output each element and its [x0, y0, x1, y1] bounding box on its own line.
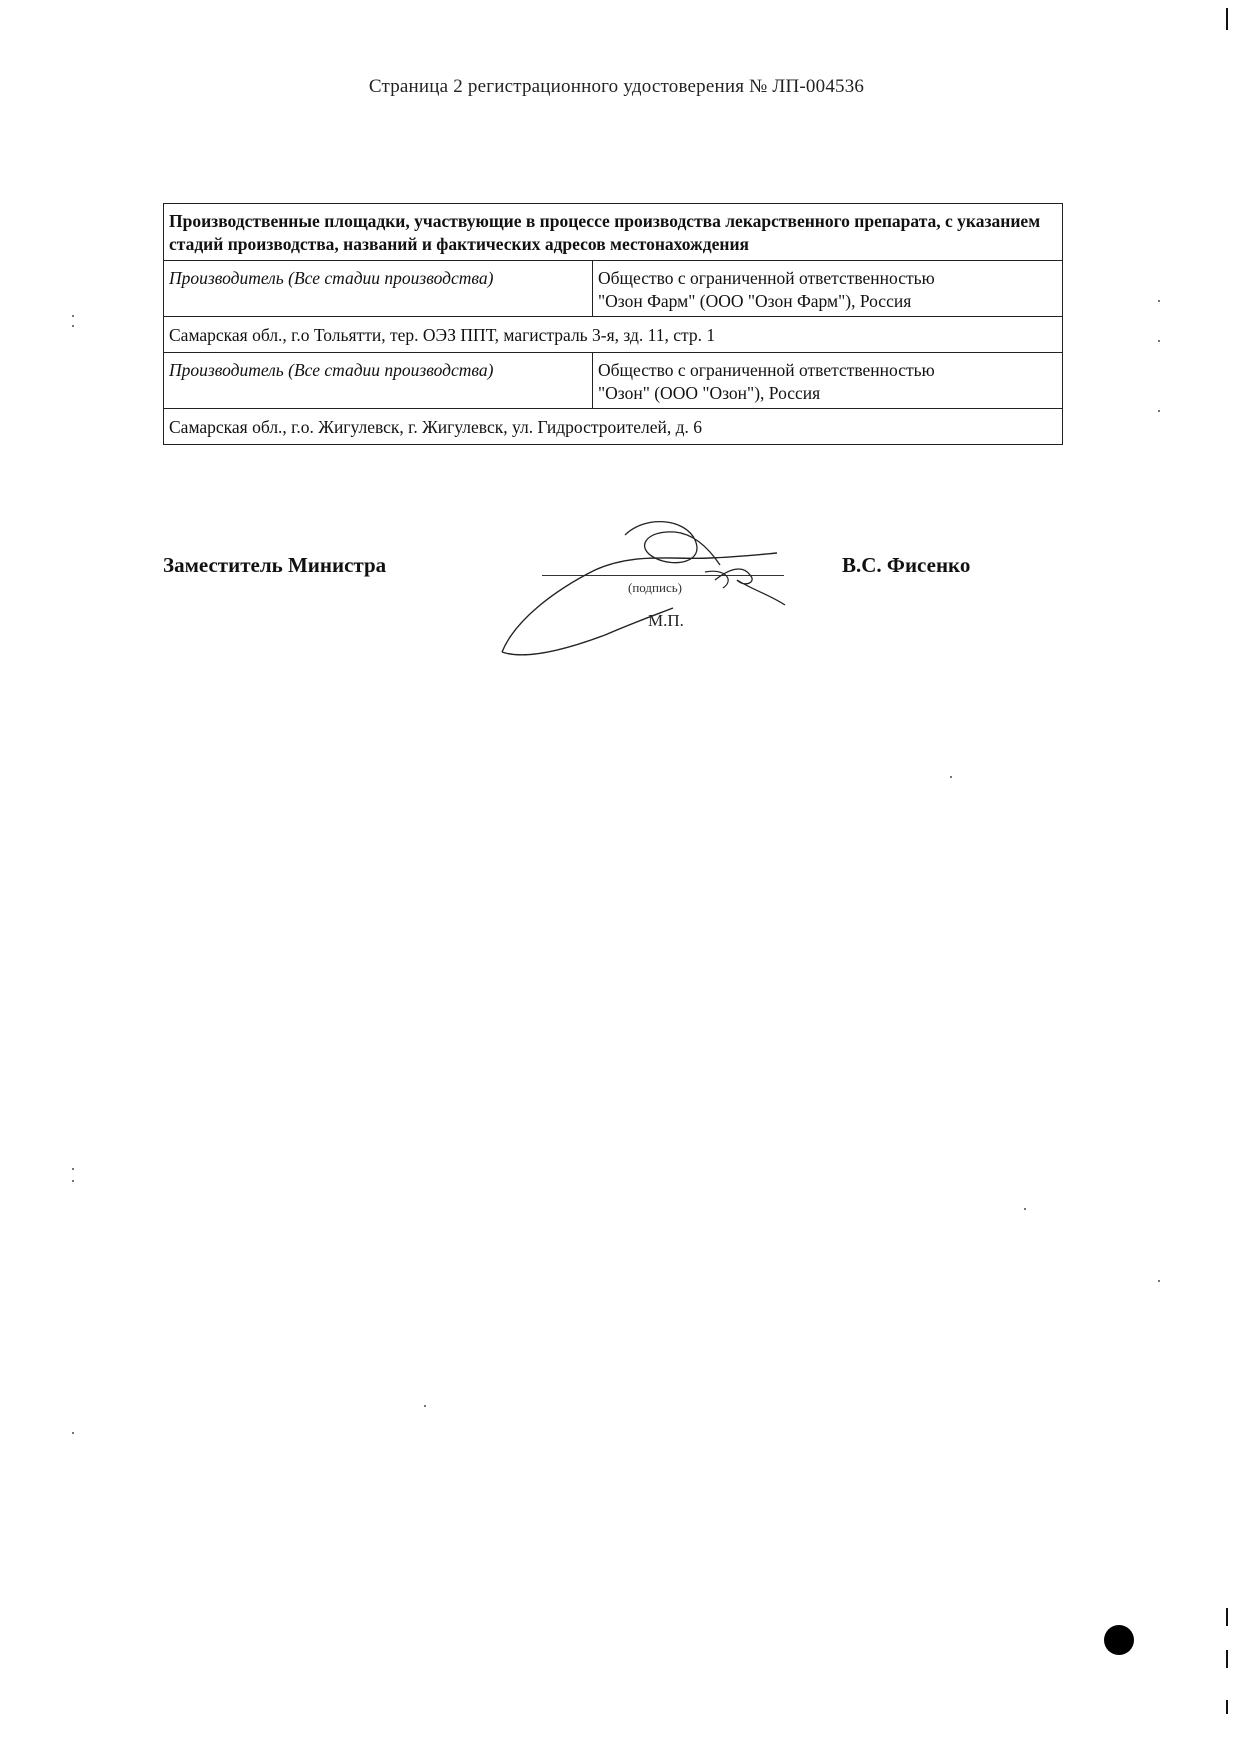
organization-line: "Озон Фарм" (ООО "Озон Фарм"), Россия — [598, 291, 912, 311]
table-row — [164, 353, 1063, 409]
scan-speck — [72, 1180, 74, 1182]
table-row — [164, 409, 1063, 445]
stamp-label: М.П. — [648, 611, 684, 630]
scan-speck — [950, 776, 952, 778]
site-address: Самарская обл., г.о. Жигулевск, г. Жигулевск, ул. Гидростроителей, д. 6 — [164, 409, 1063, 445]
site-organization — [593, 353, 1063, 409]
organization-line: Общество с ограниченной ответственностью — [598, 360, 935, 380]
signer-name: В.С. Фисенко — [842, 553, 971, 577]
signature-caption: (подпись) — [628, 580, 682, 595]
scan-speck — [424, 1405, 426, 1407]
page-header: Страница 2 регистрационного удостоверения № ЛП-004536 — [368, 76, 865, 97]
scan-edge-mark — [1226, 1608, 1228, 1626]
table-heading-row — [164, 204, 1063, 261]
scan-speck — [1024, 1208, 1026, 1210]
scan-edge-mark — [1226, 1650, 1228, 1668]
table-heading: Производственные площадки, участвующие в процессе производства лекарственного препарата, с указанием стадий производства, названий и фактических адресов местонахождения — [164, 204, 1063, 261]
scan-speck — [1158, 1280, 1160, 1282]
organization-line: Общество с ограниченной ответственностью — [598, 268, 935, 288]
scan-speck — [72, 325, 74, 327]
scan-speck — [72, 1168, 74, 1170]
scan-speck — [1158, 300, 1160, 302]
scan-hole-mark — [1104, 1625, 1134, 1655]
site-role: Производитель (Все стадии производства) — [164, 261, 593, 317]
site-role: Производитель (Все стадии производства) — [164, 353, 593, 409]
scan-edge-mark — [1226, 8, 1228, 30]
scan-speck — [1158, 410, 1160, 412]
production-sites-table — [163, 203, 1063, 445]
organization-line: "Озон" (ООО "Озон"), Россия — [598, 383, 821, 403]
site-address: Самарская обл., г.о Тольятти, тер. ОЭЗ ППТ, магистраль 3-я, зд. 11, стр. 1 — [164, 317, 1063, 353]
scan-speck — [1158, 340, 1160, 342]
handwritten-signature — [495, 510, 795, 660]
table-row — [164, 317, 1063, 353]
site-organization — [593, 261, 1063, 317]
scan-speck — [72, 315, 74, 317]
table-row — [164, 261, 1063, 317]
scan-speck — [72, 1432, 74, 1434]
scan-edge-mark — [1226, 1700, 1228, 1714]
signer-title: Заместитель Министра — [163, 553, 387, 577]
